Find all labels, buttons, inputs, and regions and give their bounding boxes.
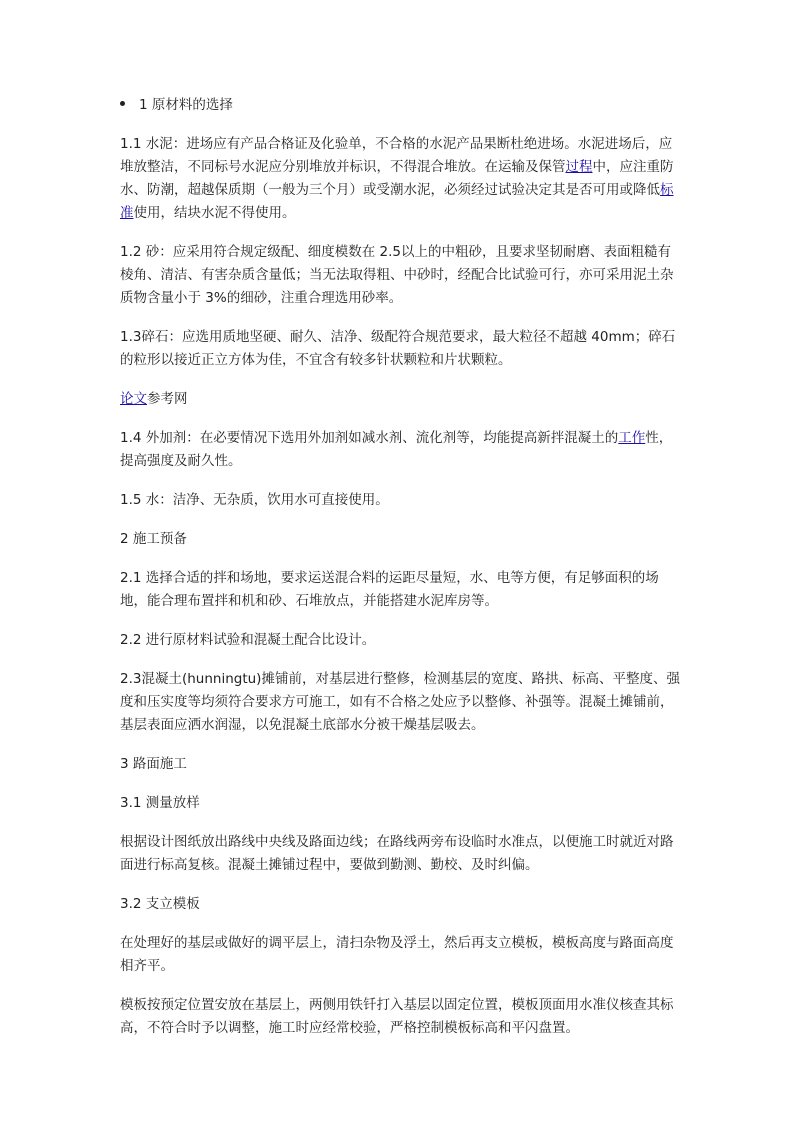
link-thesis[interactable]: 论文 [120, 391, 147, 407]
link-work[interactable]: 工作 [618, 430, 646, 446]
paragraph-survey: 根据设计图纸放出路线中央线及路面边线；在路线两旁布设临时水准点，以便施工时就近对路面进行标高复核。混凝土摊铺过程中，要做到勤测、勤校、及时纠偏。 [120, 834, 674, 873]
paragraph-formwork-2: 模板按预定位置安放在基层上，两侧用铁钎打入基层以固定位置，模板顶面用水准仪核查其标高，不符合时予以调整，施工时应经常校验，严格控制模板标高和平闪盘置。 [120, 997, 674, 1036]
section-bullet [120, 94, 680, 117]
paragraph-sand: 1.2 砂：应采用符合规定级配、细度模数在 2.5以上的中粗砂，且要求坚韧耐磨、表面粗糙有棱角、清洁、有害杂质含量低；当无法取得粗、中砂时，经配合比试验可行，亦可采用泥土杂质物含量小于 3%的细砂，注重合理选用砂率。 [120, 244, 674, 306]
paragraph-cement: 1.1 水泥：进场应有产品合格证及化验单，不合格的水泥产品果断杜绝进场。水泥进场后，应堆放整洁，不同标号水泥应分别堆放并标识，不得混合堆放。在运输及保管过程中，应注重防水、防潮，超越保质期（一般为三个月）或受潮水泥，必须经过试验决定其是否可用或降低标准使用，结块水泥不得使用。 [120, 136, 674, 221]
document-body [120, 94, 680, 1056]
paragraph-material-test: 2.2 进行原材料试验和混凝土配合比设计。 [120, 632, 376, 648]
section-heading: 1 原材料的选择 [139, 97, 233, 113]
paragraph-water: 1.5 水：洁净、无杂质，饮用水可直接使用。 [120, 492, 389, 508]
heading-survey: 3.1 测量放样 [120, 795, 200, 811]
paragraph-admixture: 1.4 外加剂：在必要情况下选用外加剂如减水剂、流化剂等，均能提高新拌混凝土的工作性，提高强度及耐久性。 [120, 430, 673, 469]
link-process[interactable]: 过程 [565, 159, 593, 175]
paragraph-mixing-site: 2.1 选择合适的拌和场地，要求运送混合料的运距尽量短，水、电等方便，有足够面积的场地，能合理布置拌和机和砂、石堆放点，并能搭建水泥库房等。 [120, 570, 659, 609]
heading-construction-prep: 2 施工预备 [120, 531, 187, 547]
bullet-dot-icon [120, 101, 125, 106]
heading-formwork: 3.2 支立模板 [120, 896, 200, 912]
paragraph-formwork-1: 在处理好的基层或做好的调平层上，清扫杂物及浮土，然后再支立模板，模板高度与路面高度相齐平。 [120, 935, 674, 974]
link-standard[interactable]: 标准 [120, 182, 674, 221]
paragraph-gravel: 1.3碎石：应选用质地坚硬、耐久、洁净、级配符合规范要求，最大粒径不超越 40mm；碎石的粒形以接近正立方体为佳，不宜含有较多针状颗粒和片状颗粒。 [120, 329, 676, 368]
heading-pavement-construction: 3 路面施工 [120, 756, 187, 772]
paragraph-reference: 论文参考网 [120, 391, 188, 407]
paragraph-base-prep: 2.3混凝土(hunningtu)摊铺前，对基层进行整修，检测基层的宽度、路拱、标高、平整度、强度和压实度等均须符合要求方可施工，如有不合格之处应予以整修、补强等。混凝土摊铺前，基层表面应洒水润湿，以免混凝土底部水分被干燥基层吸去。 [120, 671, 680, 733]
